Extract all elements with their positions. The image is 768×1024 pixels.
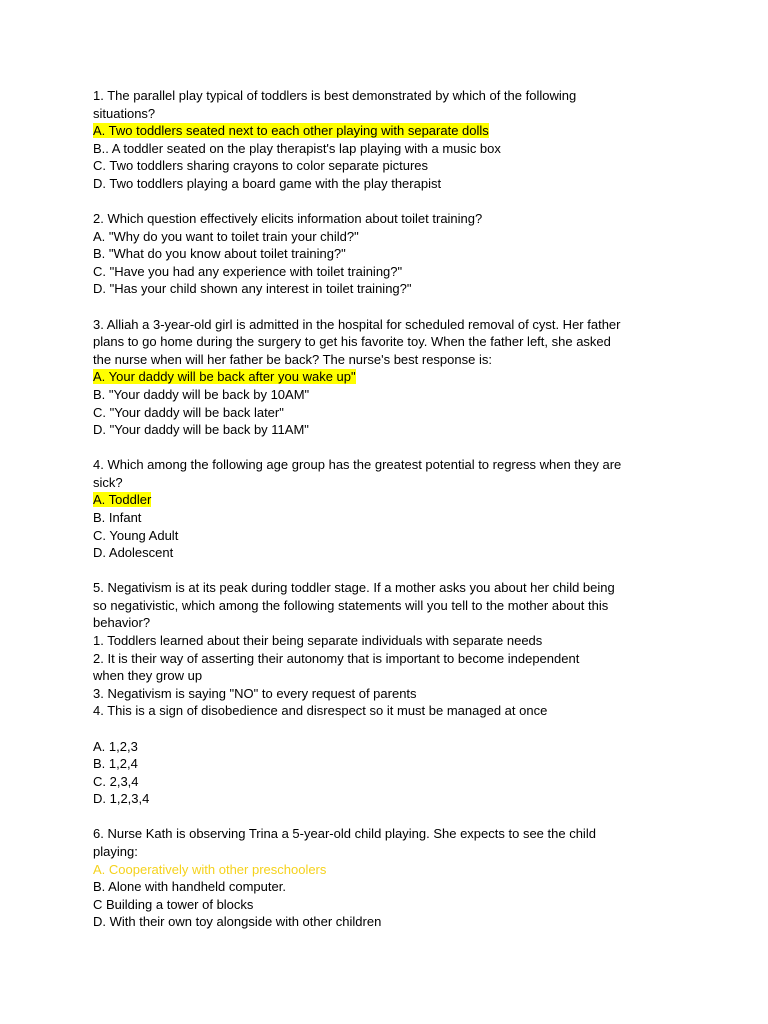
answer-choice [93,491,698,509]
answer-choice [93,509,698,527]
question-text-line: the nurse when will her father be back? The nurse's best response is: [93,351,492,367]
question-text-line: playing: [93,844,138,860]
question-5 [93,579,698,808]
answer-choice [93,527,698,545]
answer-choice-text: C Building a tower of blocks [93,896,254,912]
question-1 [93,87,698,193]
answer-choice [93,421,698,439]
answer-choice-text: B. Alone with handheld computer. [93,879,286,895]
answer-choice [93,755,698,773]
answer-choice [93,913,698,931]
question-text-line: 1. Toddlers learned about their being separate individuals with separate needs [93,633,543,649]
answer-choice [93,790,698,808]
answer-choice [93,280,698,298]
answer-choice [93,773,698,791]
answer-choice [93,544,698,562]
answer-choice-text: A. Toddler [93,492,152,508]
answer-choice-text: C. "Have you had any experience with toilet training?" [93,263,403,279]
question-text-line: when they grow up [93,668,203,684]
answer-choice [93,245,698,263]
question-text-line: 2. It is their way of asserting their autonomy that is important to become independent [93,650,580,666]
answer-choice-text: A. Two toddlers seated next to each other playing with separate dolls [93,123,489,139]
answer-choice-text: D. Adolescent [93,545,174,561]
answer-choice-text: C. Two toddlers sharing crayons to color separate pictures [93,158,429,174]
question-text-line: 4. This is a sign of disobedience and disrespect so it must be managed at once [93,703,548,719]
answer-choice-text: D. 1,2,3,4 [93,791,150,807]
question-text-line: 1. The parallel play typical of toddlers is best demonstrated by which of the following [93,88,577,103]
question-text-line: situations? [93,105,156,121]
answer-choice-text: B. 1,2,4 [93,756,138,772]
answer-choice [93,122,698,140]
answer-choice-text: D. With their own toy alongside with other children [93,914,382,930]
question-text-line: 3. Negativism is saying "NO" to every request of parents [93,685,417,701]
question-6 [93,825,698,931]
question-text-line: sick? [93,474,123,490]
question-text-line: 4. Which among the following age group has the greatest potential to regress when they are [93,457,622,473]
answer-choice [93,738,698,756]
answer-choice [93,896,698,914]
question-text-line: so negativistic, which among the following statements will you tell to the mother about this [93,597,609,613]
question-text-line: 3. Alliah a 3-year-old girl is admitted in the hospital for scheduled removal of cyst. Her father [93,316,621,332]
answer-choice-text: C. Young Adult [93,527,179,543]
answer-choice-text: B.. A toddler seated on the play therapist's lap playing with a music box [93,140,501,156]
answer-choice [93,861,698,879]
answer-choice [93,404,698,422]
answer-choice-text: C. 2,3,4 [93,773,139,789]
answer-choice-text: D. Two toddlers playing a board game with the play therapist [93,175,442,191]
answer-choice [93,263,698,281]
question-3 [93,316,698,439]
answer-choice-text: D. "Your daddy will be back by 11AM" [93,422,309,438]
answer-choice [93,140,698,158]
question-2 [93,210,698,298]
answer-choice [93,228,698,246]
answer-choice-text: B. "Your daddy will be back by 10AM" [93,386,310,402]
answer-choice [93,878,698,896]
answer-choice [93,386,698,404]
question-text-line: 5. Negativism is at its peak during toddler stage. If a mother asks you about her child being [93,580,615,596]
answer-choice-text: A. Your daddy will be back after you wake up" [93,369,356,385]
answer-choice [93,157,698,175]
answer-choice [93,368,698,386]
answer-choice-text: A. 1,2,3 [93,738,138,754]
answer-choice-text: A. Cooperatively with other preschoolers [93,861,327,877]
answer-choice-text: C. "Your daddy will be back later" [93,404,284,420]
answer-choice-text: B. "What do you know about toilet training?" [93,246,346,262]
answer-choice-text: B. Infant [93,509,142,525]
spacer [93,720,698,738]
question-text-line: behavior? [93,615,151,631]
question-text-line: plans to go home during the surgery to get his favorite toy. When the father left, she asked [93,334,611,350]
question-text-line: 6. Nurse Kath is observing Trina a 5-year-old child playing. She expects to see the child [93,826,596,842]
question-text-line: 2. Which question effectively elicits information about toilet training? [93,211,483,227]
answer-choice-text: A. "Why do you want to toilet train your child?" [93,228,359,244]
answer-choice-text: D. "Has your child shown any interest in toilet training?" [93,281,412,297]
answer-choice [93,175,698,193]
question-4 [93,456,698,562]
